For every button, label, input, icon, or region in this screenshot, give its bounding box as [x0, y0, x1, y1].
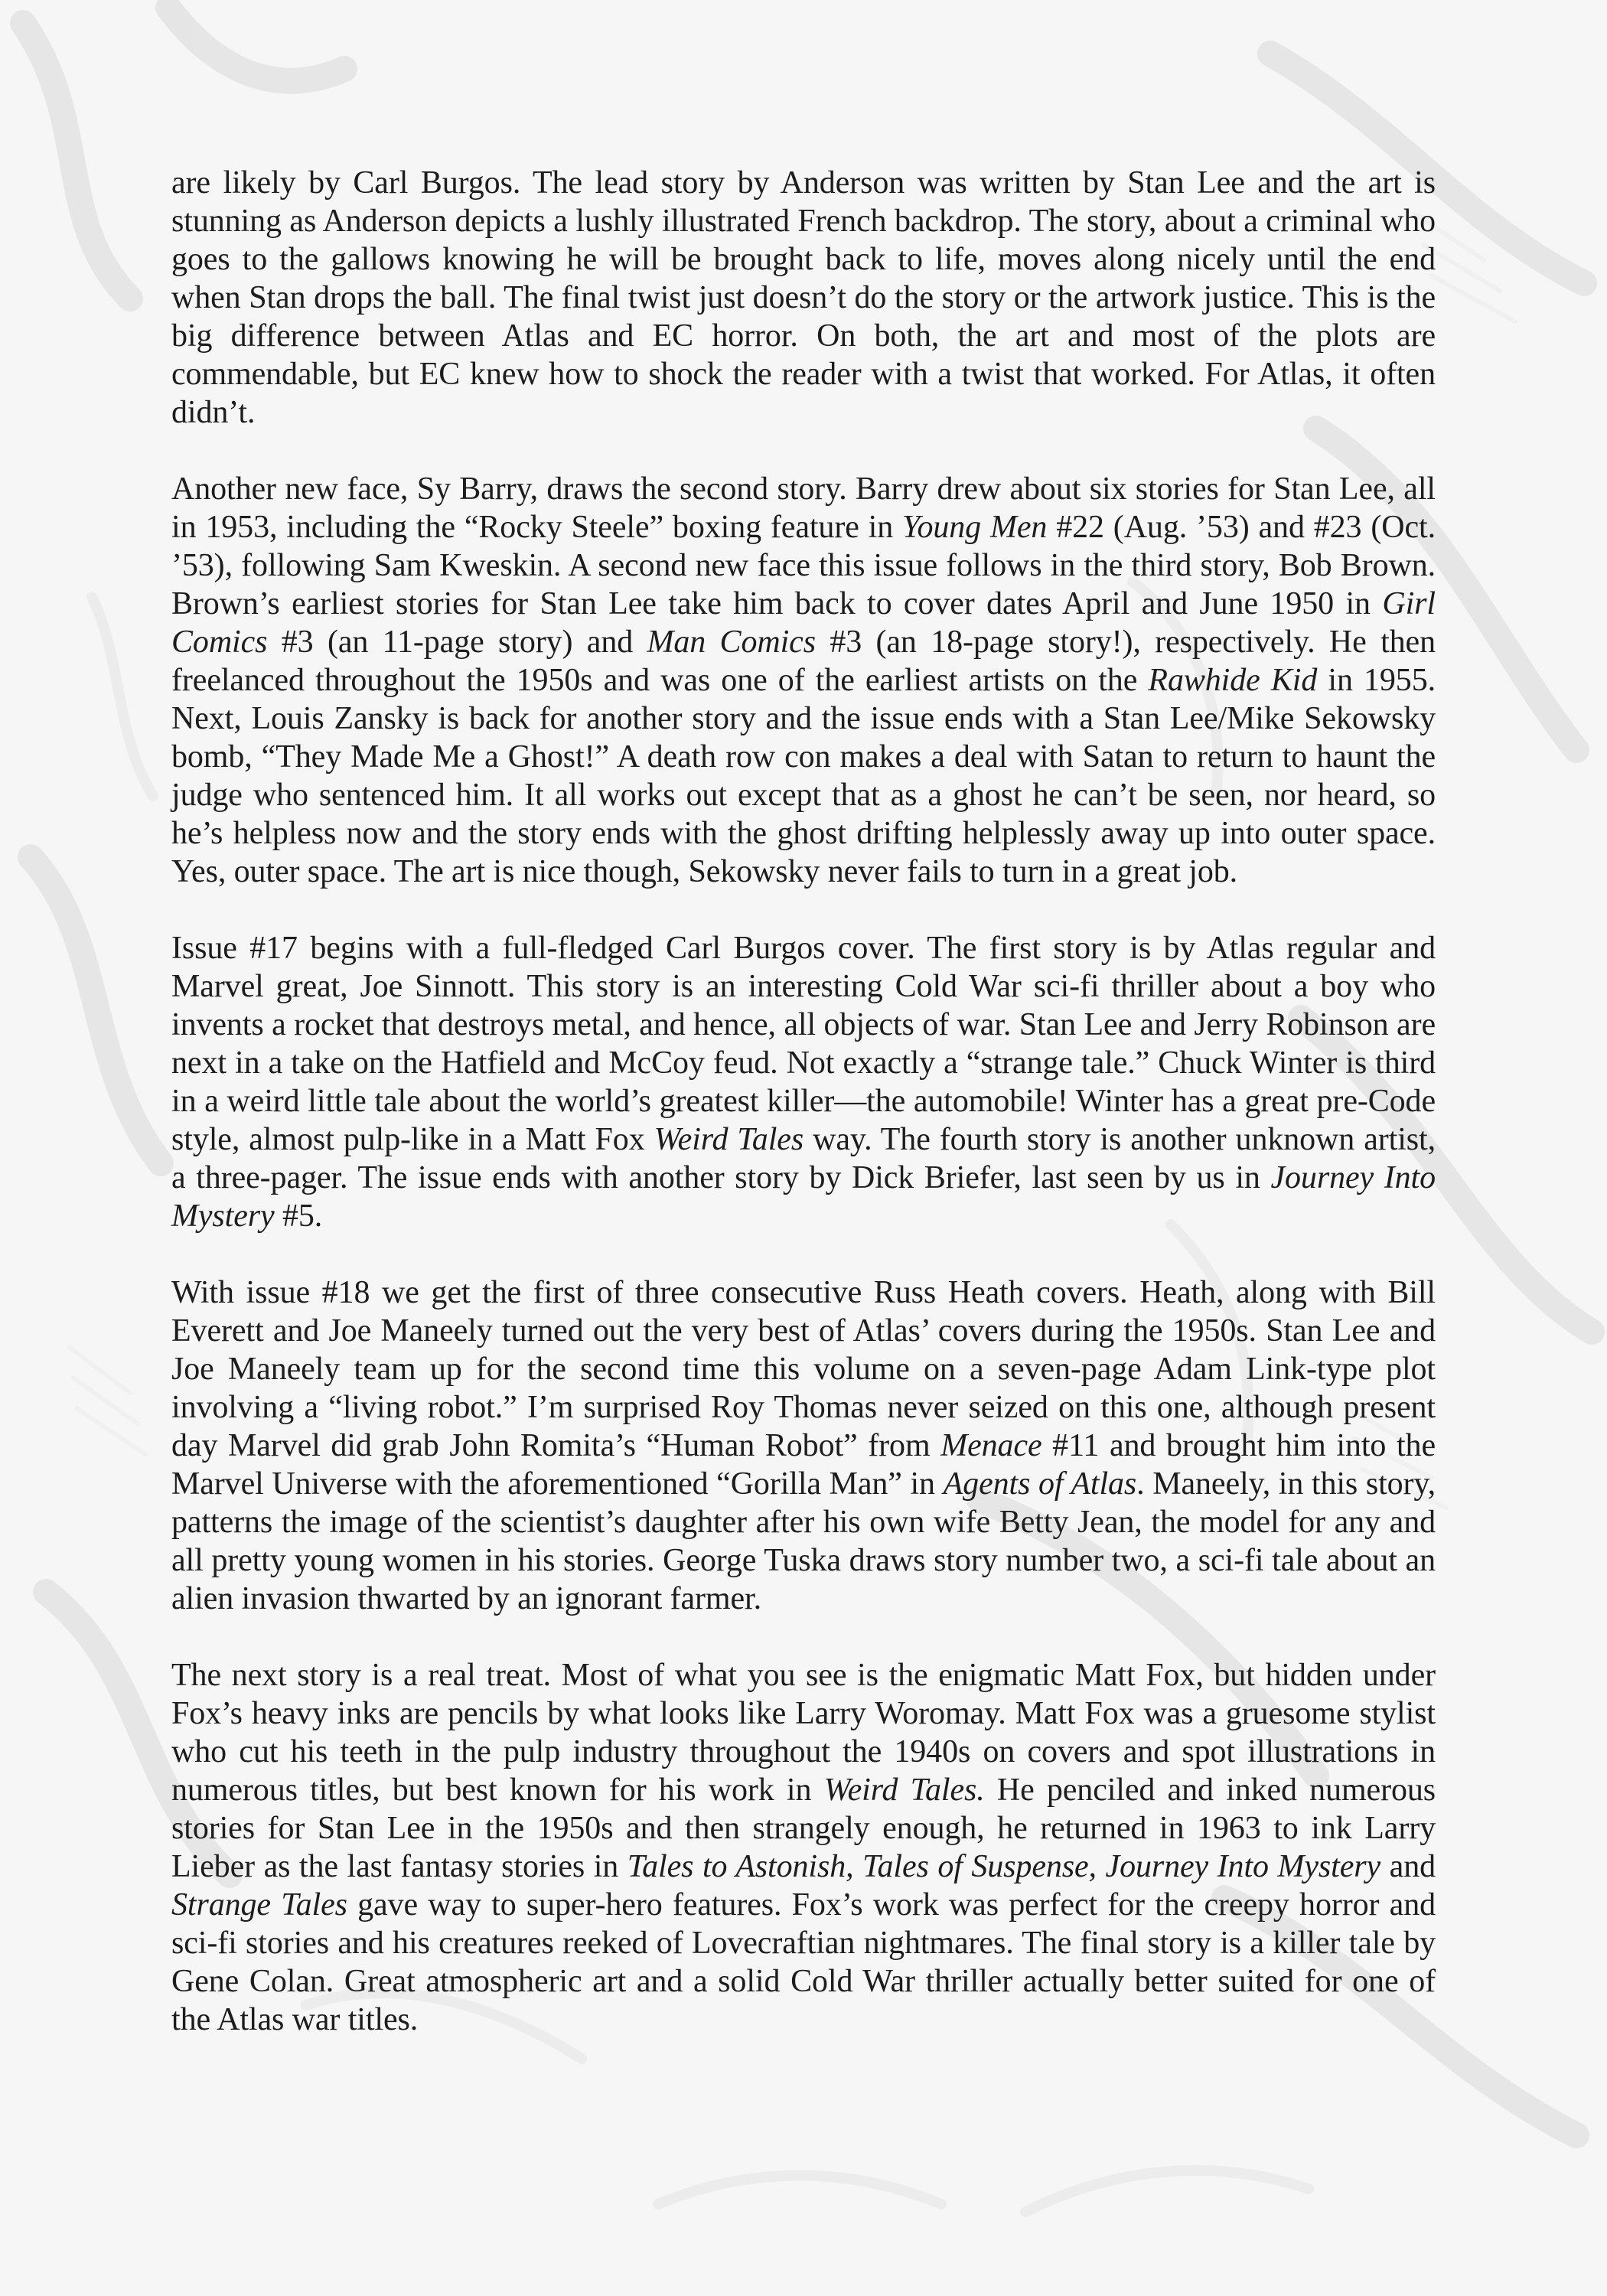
title-menace: Menace: [940, 1428, 1042, 1463]
paragraph-2-text-c: #3 (an 11-page story) and: [267, 625, 647, 660]
title-weird-tales-2: Weird Tales.: [823, 1773, 985, 1808]
paragraph-4: [171, 1274, 1436, 1618]
paragraph-3-text-a: Issue #17 begins with a full-fledged Carl Burgos cover. The first story is by Atlas regular and Marvel great, Joe Sinnott. This story is an interesting Cold War sci-fi thriller about a boy who invents a rocket that destroys metal, and hence, all objects of war. Stan Lee and Jerry Robinson are next in a take on the Hatfield and McCoy feud. Not exactly a “strange tale.” Chuck Winter is third in a weird little tale about the world’s greatest killer—the automobile! Winter has a great pre-Code style, almost pulp-like in a Matt Fox: [171, 931, 1436, 1157]
paragraph-2-text-d: #3 (an 18-page story!), respectively. He then freelanced throughout the 1950s and was one of the earliest artists on the: [171, 625, 1436, 698]
paragraph-5-text-a: The next story is a real treat. Most of what you see is the enigmatic Matt Fox, but hidden under Fox’s heavy inks are pencils by what looks like Larry Woromay. Matt Fox was a gruesome stylist who cut his teeth in the pulp industry throughout the 1940s on covers and spot illustrations in numerous titles, but best known for his work in: [171, 1658, 1436, 1808]
paragraph-1: [171, 164, 1436, 432]
paragraph-5: [171, 1656, 1436, 2039]
title-strange-tales: Strange Tales: [171, 1887, 347, 1923]
paragraph-2: [171, 470, 1436, 891]
title-rawhide-kid: Rawhide Kid: [1148, 663, 1318, 698]
title-young-men: Young Men: [902, 510, 1048, 545]
paragraph-5-text-b: He penciled and inked numerous stories for Stan Lee in the 1950s and then strangely enough, he returned in 1963 to ink Larry Lieber as the last fantasy stories in: [171, 1773, 1436, 1884]
title-agents-of-atlas: Agents of Atlas: [943, 1466, 1137, 1502]
paragraph-2-text-b: #22 (Aug. ’53) and #23 (Oct. ’53), following Sam Kweskin. A second new face this issue follows in the third story, Bob Brown. Brown’s earliest stories for Stan Lee take him back to cover dates April and June 1950 in: [171, 510, 1436, 621]
body-text: [171, 164, 1436, 2039]
paragraph-3-text-c: #5.: [274, 1199, 323, 1234]
title-girl-comics: Girl Comics: [171, 586, 1436, 660]
paragraph-4-text-c: . Maneely, in this story, patterns the image of the scientist’s daughter after his own wife Betty Jean, the model for any and all pretty young women in his stories. George Tuska draws story number two, a sci-fi tale about an alien invasion thwarted by an ignorant farmer.: [171, 1466, 1436, 1616]
paragraph-5-text-d: gave way to super-hero features. Fox’s work was perfect for the creepy horror and sci-fi stories and his creatures reeked of Lovecraftian nightmares. The final story is a killer tale by Gene Colan. Great atmospheric art and a solid Cold War thriller actually better suited for one of the Atlas war titles.: [171, 1887, 1436, 2037]
paragraph-3-text-b: way. The fourth story is another unknown artist, a three-pager. The issue ends with another story by Dick Briefer, last seen by us in: [171, 1122, 1436, 1195]
paragraph-2-text-a: Another new face, Sy Barry, draws the second story. Barry drew about six stories for Stan Lee, all in 1953, including the “Rocky Steele” boxing feature in: [171, 471, 1436, 545]
paragraph-2-text-e: in 1955. Next, Louis Zansky is back for another story and the issue ends with a Stan Lee/Mike Sekowsky bomb, “They Made Me a Ghost!” A death row con makes a deal with Satan to return to haunt the judge who sentenced him. It all works out except that as a ghost he can’t be seen, nor heard, so he’s helpless now and the story ends with the ghost drifting helplessly away up into outer space. Yes, outer space. The art is nice though, Sekowsky never fails to turn in a great job.: [171, 663, 1436, 889]
title-weird-tales: Weird Tales: [654, 1122, 804, 1157]
paragraph-1-text: are likely by Carl Burgos. The lead story by Anderson was written by Stan Lee and the art is stunning as Anderson depicts a lushly illustrated French backdrop. The story, about a criminal who goes to the gallows knowing he will be brought back to life, moves along nicely until the end when Stan drops the ball. The final twist just doesn’t do the story or the artwork justice. This is the big difference between Atlas and EC horror. On both, the art and most of the plots are commendable, but EC knew how to shock the reader with a twist that worked. For Atlas, it often didn’t.: [171, 165, 1436, 430]
paragraph-4-text-b: #11 and brought him into the Marvel Universe with the aforementioned “Gorilla Man” in: [171, 1428, 1436, 1502]
paragraph-5-text-c: and: [1380, 1849, 1436, 1884]
paragraph-4-text-a: With issue #18 we get the first of three consecutive Russ Heath covers. Heath, along with Bill Everett and Joe Maneely turned out the very best of Atlas’ covers during the 1950s. Stan Lee and Joe Maneely team up for the second time this volume on a seven-page Adam Link-type plot involving a “living robot.” I’m surprised Roy Thomas never seized on this one, although present day Marvel did grab John Romita’s “Human Robot” from: [171, 1275, 1436, 1463]
paragraph-3: [171, 929, 1436, 1235]
title-journey-into-mystery: Journey Into Mystery: [171, 1160, 1436, 1234]
title-man-comics: Man Comics: [647, 625, 816, 660]
title-suspense-list: Tales to Astonish, Tales of Suspense, Journey Into Mystery: [627, 1849, 1381, 1884]
